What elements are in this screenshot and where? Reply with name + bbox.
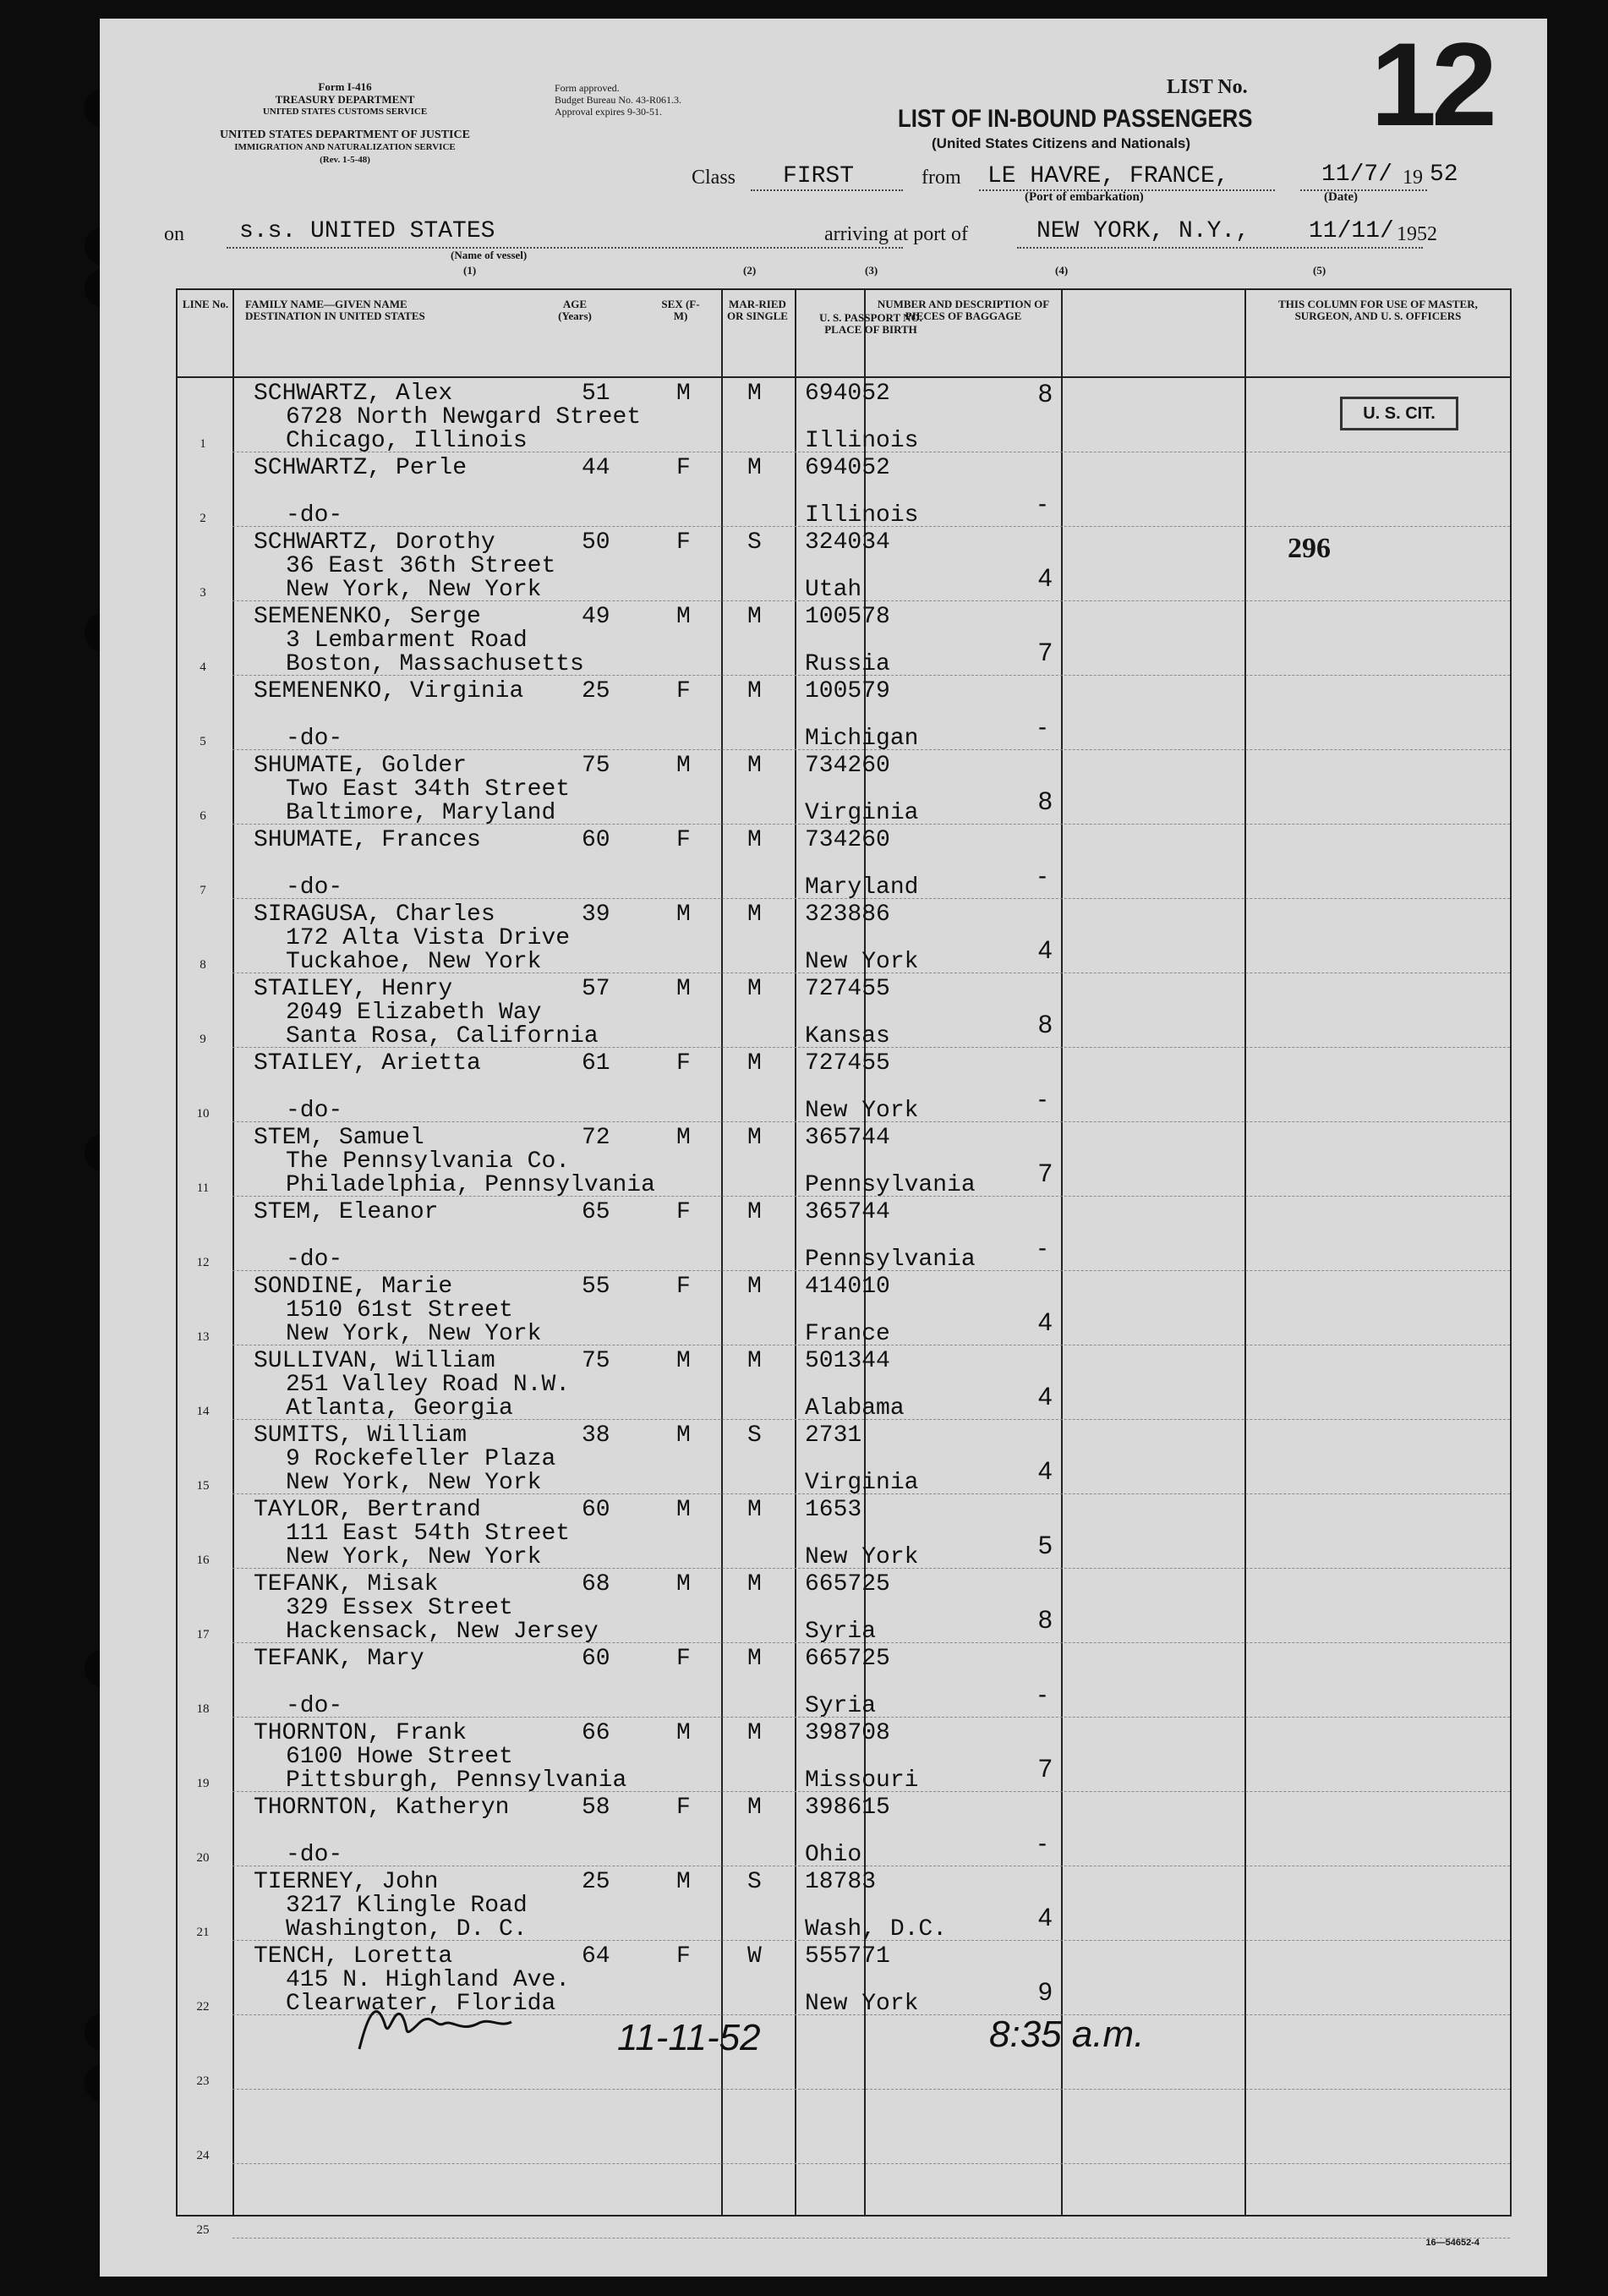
passenger-sex: F bbox=[676, 1943, 691, 1970]
colnum-1: (1) bbox=[463, 264, 477, 277]
manifest-page bbox=[100, 19, 1547, 2277]
table-row bbox=[178, 601, 1510, 676]
baggage-count: 4 bbox=[1038, 1308, 1053, 1336]
passport-number: 365744 bbox=[805, 1199, 890, 1225]
passport-number: 323886 bbox=[805, 901, 890, 928]
passport-number: 694052 bbox=[805, 381, 890, 407]
passenger-address-line2: Clearwater, Florida bbox=[286, 1991, 556, 2017]
table-row bbox=[178, 1197, 1510, 1271]
passenger-count-note: 296 bbox=[1288, 533, 1331, 564]
passenger-sex: M bbox=[676, 1720, 691, 1746]
place-of-birth: New York bbox=[805, 1544, 919, 1570]
passenger-name: TEFANK, Misak bbox=[254, 1571, 439, 1597]
passenger-sex: F bbox=[676, 1795, 691, 1821]
baggage-count: 7 bbox=[1038, 1755, 1053, 1783]
passenger-sex: F bbox=[676, 529, 691, 556]
passenger-age: 75 bbox=[582, 1348, 610, 1374]
arrival-date: 11/11/ bbox=[1309, 218, 1394, 244]
colnum-3: (3) bbox=[865, 264, 878, 277]
embark-date: 11/7/ bbox=[1321, 162, 1393, 188]
line-number: 17 bbox=[196, 1628, 210, 1641]
colnum-5: (5) bbox=[1313, 264, 1326, 277]
passenger-name: SHUMATE, Golder bbox=[254, 753, 468, 779]
table-row bbox=[178, 1048, 1510, 1122]
baggage-count: 4 bbox=[1038, 1904, 1053, 1932]
passenger-age: 25 bbox=[582, 678, 610, 704]
table-row bbox=[178, 1345, 1510, 1420]
passenger-marital: M bbox=[747, 1050, 762, 1077]
passport-number: 18783 bbox=[805, 1869, 877, 1895]
passenger-address-line1: 3 Lembarment Road bbox=[286, 627, 528, 654]
passenger-address-line1: 9 Rockefeller Plaza bbox=[286, 1446, 556, 1472]
document-subtitle: (United States Citizens and Nationals) bbox=[932, 135, 1191, 151]
passenger-address-line2: Baltimore, Maryland bbox=[286, 800, 556, 826]
passenger-age: 60 bbox=[582, 1497, 610, 1523]
line-number: 22 bbox=[196, 2000, 210, 2014]
passenger-name: SCHWARTZ, Perle bbox=[254, 455, 468, 481]
passenger-sex: M bbox=[676, 381, 691, 407]
passenger-marital: M bbox=[747, 827, 762, 853]
passenger-age: 75 bbox=[582, 753, 610, 779]
passenger-address-line2: New York, New York bbox=[286, 1321, 542, 1347]
passenger-marital: M bbox=[747, 1646, 762, 1672]
passport-number: 398708 bbox=[805, 1720, 890, 1746]
passenger-name: TIERNEY, John bbox=[254, 1869, 439, 1895]
passenger-sex: F bbox=[676, 1274, 691, 1300]
passport-number: 727455 bbox=[805, 1050, 890, 1077]
passenger-marital: M bbox=[747, 1497, 762, 1523]
passenger-name: TENCH, Loretta bbox=[254, 1943, 453, 1970]
table-row bbox=[178, 825, 1510, 899]
baggage-count: - bbox=[1038, 713, 1047, 741]
passenger-sex: M bbox=[676, 901, 691, 928]
passenger-age: 60 bbox=[582, 827, 610, 853]
passport-number: 100579 bbox=[805, 678, 890, 704]
place-of-birth: Syria bbox=[805, 1693, 877, 1719]
line-number: 25 bbox=[196, 2223, 210, 2237]
passenger-address-line2: Pittsburgh, Pennsylvania bbox=[286, 1767, 627, 1794]
arrival-year: 1952 bbox=[1397, 223, 1437, 245]
passenger-marital: M bbox=[747, 976, 762, 1002]
passenger-marital: S bbox=[747, 529, 762, 556]
passenger-age: 61 bbox=[582, 1050, 610, 1077]
baggage-count: 8 bbox=[1038, 1606, 1053, 1634]
passenger-marital: M bbox=[747, 1348, 762, 1374]
passenger-name: STEM, Eleanor bbox=[254, 1199, 439, 1225]
line-number: 9 bbox=[200, 1033, 206, 1046]
table-row bbox=[178, 378, 1510, 452]
passenger-address-line1: 6100 Howe Street bbox=[286, 1744, 513, 1770]
table-row bbox=[178, 750, 1510, 825]
place-of-birth: Missouri bbox=[805, 1767, 919, 1794]
passenger-marital: M bbox=[747, 678, 762, 704]
class-label: Class bbox=[692, 167, 736, 189]
passenger-address-line2: Atlanta, Georgia bbox=[286, 1395, 513, 1422]
colnum-2: (2) bbox=[743, 264, 757, 277]
passenger-marital: M bbox=[747, 1571, 762, 1597]
passenger-age: 64 bbox=[582, 1943, 610, 1970]
place-of-birth: Ohio bbox=[805, 1842, 862, 1868]
form-approved: Form approved. bbox=[555, 82, 620, 94]
passenger-marital: S bbox=[747, 1422, 762, 1449]
passenger-sex: M bbox=[676, 753, 691, 779]
baggage-count: - bbox=[1038, 1829, 1047, 1857]
passenger-name: SONDINE, Marie bbox=[254, 1274, 453, 1300]
table-row bbox=[178, 452, 1510, 527]
place-of-birth: Utah bbox=[805, 577, 862, 603]
passenger-sex: F bbox=[676, 1646, 691, 1672]
baggage-count: 7 bbox=[1038, 1159, 1053, 1187]
table-row bbox=[178, 1792, 1510, 1866]
passenger-marital: M bbox=[747, 1720, 762, 1746]
passenger-address-line2: Santa Rosa, California bbox=[286, 1023, 599, 1049]
passenger-address-line1: 1510 61st Street bbox=[286, 1297, 513, 1323]
passport-number: 694052 bbox=[805, 455, 890, 481]
baggage-count: 9 bbox=[1038, 1978, 1053, 2006]
baggage-count: 5 bbox=[1038, 1532, 1053, 1559]
passenger-age: 51 bbox=[582, 381, 610, 407]
passport-number: 398615 bbox=[805, 1795, 890, 1821]
approval-expires: Approval expires 9-30-51. bbox=[555, 106, 662, 118]
passenger-name: SCHWARTZ, Alex bbox=[254, 381, 453, 407]
passport-number: 734260 bbox=[805, 827, 890, 853]
passenger-marital: M bbox=[747, 604, 762, 630]
passenger-address-line2: New York, New York bbox=[286, 1544, 542, 1570]
port-of-embarkation: LE HAVRE, FRANCE, bbox=[987, 163, 1229, 189]
form-number: Form I-416 bbox=[318, 80, 372, 93]
passenger-name: STEM, Samuel bbox=[254, 1125, 424, 1151]
passenger-age: 68 bbox=[582, 1571, 610, 1597]
line-number: 2 bbox=[200, 512, 206, 525]
baggage-count: - bbox=[1038, 1680, 1047, 1708]
passport-number: 734260 bbox=[805, 753, 890, 779]
passport-number: 665725 bbox=[805, 1646, 890, 1672]
line-number: 16 bbox=[196, 1553, 210, 1567]
passenger-name: STAILEY, Henry bbox=[254, 976, 453, 1002]
passenger-name: TEFANK, Mary bbox=[254, 1646, 424, 1672]
passenger-marital: M bbox=[747, 753, 762, 779]
place-of-birth: Maryland bbox=[805, 874, 919, 901]
line-number: 18 bbox=[196, 1702, 210, 1716]
table-row bbox=[178, 1122, 1510, 1197]
passport-number: 365744 bbox=[805, 1125, 890, 1151]
passenger-name: SIRAGUSA, Charles bbox=[254, 901, 495, 928]
place-of-birth: New York bbox=[805, 949, 919, 975]
passport-number: 100578 bbox=[805, 604, 890, 630]
passenger-marital: M bbox=[747, 1199, 762, 1225]
passport-number: 2731 bbox=[805, 1422, 862, 1449]
table-row bbox=[178, 1866, 1510, 1941]
place-of-birth: Michigan bbox=[805, 726, 919, 752]
passenger-sex: F bbox=[676, 678, 691, 704]
us-citizen-stamp: U. S. CIT. bbox=[1340, 397, 1458, 430]
line-number: 1 bbox=[200, 437, 206, 451]
passport-number: 665725 bbox=[805, 1571, 890, 1597]
passenger-address-line1: 2049 Elizabeth Way bbox=[286, 1000, 542, 1026]
passenger-address-line1: 3217 Klingle Road bbox=[286, 1893, 528, 1919]
passenger-name: THORNTON, Katheryn bbox=[254, 1795, 510, 1821]
passenger-marital: M bbox=[747, 1795, 762, 1821]
vessel-line bbox=[227, 247, 903, 249]
revision: (Rev. 1-5-48) bbox=[320, 155, 370, 165]
line-number: 15 bbox=[196, 1479, 210, 1493]
colnum-4: (4) bbox=[1055, 264, 1069, 277]
baggage-count: 4 bbox=[1038, 1457, 1053, 1485]
passenger-address-line2: -do- bbox=[286, 874, 343, 901]
line-number: 8 bbox=[200, 958, 206, 972]
on-label: on bbox=[164, 223, 184, 245]
passenger-address-line1: 251 Valley Road N.W. bbox=[286, 1372, 571, 1398]
baggage-count: - bbox=[1038, 862, 1047, 890]
baggage-count: 7 bbox=[1038, 638, 1053, 666]
place-of-birth: Illinois bbox=[805, 428, 919, 454]
table-row bbox=[178, 973, 1510, 1048]
passenger-age: 39 bbox=[582, 901, 610, 928]
passport-number: 727455 bbox=[805, 976, 890, 1002]
line-number: 4 bbox=[200, 660, 206, 674]
header-officers: THIS COLUMN FOR USE OF MASTER, SURGEON, AND U. S. OFFICERS bbox=[1278, 298, 1478, 322]
passenger-name: SEMENENKO, Virginia bbox=[254, 678, 524, 704]
passenger-name: THORNTON, Frank bbox=[254, 1720, 468, 1746]
arriving-label: arriving at port of bbox=[824, 223, 968, 245]
passenger-address-line1: 36 East 36th Street bbox=[286, 553, 556, 579]
passenger-address-line1: Two East 34th Street bbox=[286, 776, 571, 803]
passport-number: 414010 bbox=[805, 1274, 890, 1300]
passenger-age: 55 bbox=[582, 1274, 610, 1300]
line-number: 14 bbox=[196, 1405, 210, 1418]
passenger-sex: F bbox=[676, 1050, 691, 1077]
customs-service: UNITED STATES CUSTOMS SERVICE bbox=[262, 107, 428, 117]
passenger-name: SHUMATE, Frances bbox=[254, 827, 481, 853]
passenger-sex: M bbox=[676, 1571, 691, 1597]
place-of-birth: New York bbox=[805, 1098, 919, 1124]
passport-number: 501344 bbox=[805, 1348, 890, 1374]
passport-number: 1653 bbox=[805, 1497, 862, 1523]
ins-service: IMMIGRATION AND NATURALIZATION SERVICE bbox=[234, 142, 456, 152]
passenger-address-line1: The Pennsylvania Co. bbox=[286, 1148, 571, 1175]
passenger-age: 66 bbox=[582, 1720, 610, 1746]
date-line bbox=[1300, 189, 1427, 191]
line-number: 5 bbox=[200, 735, 206, 748]
passenger-address-line2: Philadelphia, Pennsylvania bbox=[286, 1172, 655, 1198]
line-number: 21 bbox=[196, 1926, 210, 1939]
passenger-age: 38 bbox=[582, 1422, 610, 1449]
passport-number: 555771 bbox=[805, 1943, 890, 1970]
table-row bbox=[178, 899, 1510, 973]
table-row bbox=[178, 1271, 1510, 1345]
line-number: 13 bbox=[196, 1330, 210, 1344]
passenger-sex: F bbox=[676, 455, 691, 481]
passenger-address-line2: New York, New York bbox=[286, 1470, 542, 1496]
list-number: 12 bbox=[1370, 18, 1492, 151]
header-sex: SEX (F-M) bbox=[661, 298, 700, 322]
place-of-birth: Virginia bbox=[805, 800, 919, 826]
passenger-table bbox=[176, 288, 1512, 2237]
place-of-birth: Pennsylvania bbox=[805, 1172, 976, 1198]
baggage-count: - bbox=[1038, 1234, 1047, 1262]
footer-code: 16—54652-4 bbox=[1425, 2238, 1479, 2248]
passenger-age: 50 bbox=[582, 529, 610, 556]
place-of-birth: Russia bbox=[805, 651, 890, 677]
table-row bbox=[178, 1569, 1510, 1643]
passenger-address-line2: Tuckahoe, New York bbox=[286, 949, 542, 975]
header-married: MAR-RIED OR SINGLE bbox=[727, 298, 788, 322]
table-row bbox=[178, 1420, 1510, 1494]
place-of-birth: Virginia bbox=[805, 1470, 919, 1496]
header-passport: U. S. PASSPORT NO. PLACE OF BIRTH bbox=[819, 311, 922, 336]
baggage-count: 8 bbox=[1038, 787, 1053, 815]
passenger-address-line2: -do- bbox=[286, 726, 343, 752]
line-number: 19 bbox=[196, 1777, 210, 1790]
passenger-marital: M bbox=[747, 1125, 762, 1151]
passenger-age: 25 bbox=[582, 1869, 610, 1895]
baggage-count: 8 bbox=[1038, 380, 1053, 408]
row-divider bbox=[232, 2089, 1510, 2090]
row-divider bbox=[232, 2163, 1510, 2164]
justice-dept: UNITED STATES DEPARTMENT OF JUSTICE bbox=[220, 129, 470, 141]
passenger-sex: M bbox=[676, 1422, 691, 1449]
baggage-count: - bbox=[1038, 1085, 1047, 1113]
passenger-age: 65 bbox=[582, 1199, 610, 1225]
vessel-name: s.s. UNITED STATES bbox=[239, 218, 495, 244]
passenger-age: 58 bbox=[582, 1795, 610, 1821]
passenger-sex: M bbox=[676, 976, 691, 1002]
passenger-sex: M bbox=[676, 604, 691, 630]
from-label: from bbox=[922, 167, 961, 189]
embark-year: 52 bbox=[1430, 162, 1458, 188]
passenger-name: SEMENENKO, Serge bbox=[254, 604, 481, 630]
class-value: FIRST bbox=[783, 163, 855, 189]
passenger-sex: M bbox=[676, 1497, 691, 1523]
line-number: 10 bbox=[196, 1107, 210, 1121]
line-number: 12 bbox=[196, 1256, 210, 1269]
line-number: 11 bbox=[196, 1181, 210, 1195]
passenger-age: 44 bbox=[582, 455, 610, 481]
passenger-name: SULLIVAN, William bbox=[254, 1348, 495, 1374]
passenger-age: 49 bbox=[582, 604, 610, 630]
header-line-no: LINE No. bbox=[182, 298, 229, 310]
place-of-birth: France bbox=[805, 1321, 890, 1347]
passenger-name: STAILEY, Arietta bbox=[254, 1050, 481, 1077]
list-no-label: LIST No. bbox=[1167, 76, 1248, 98]
passenger-age: 60 bbox=[582, 1646, 610, 1672]
budget-bureau: Budget Bureau No. 43-R061.3. bbox=[555, 94, 681, 106]
passenger-sex: F bbox=[676, 1199, 691, 1225]
passenger-sex: M bbox=[676, 1869, 691, 1895]
line-number: 20 bbox=[196, 1851, 210, 1865]
table-row bbox=[178, 1643, 1510, 1718]
treasury-dept: TREASURY DEPARTMENT bbox=[275, 93, 415, 106]
signature-scribble bbox=[351, 1990, 545, 2058]
place-of-birth: Wash, D.C. bbox=[805, 1916, 948, 1943]
passenger-marital: M bbox=[747, 1274, 762, 1300]
place-of-birth: New York bbox=[805, 1991, 919, 2017]
passenger-age: 57 bbox=[582, 976, 610, 1002]
date-caption: (Date) bbox=[1324, 190, 1358, 204]
passenger-address-line1: 329 Essex Street bbox=[286, 1595, 513, 1621]
passenger-address-line1: 172 Alta Vista Drive bbox=[286, 925, 571, 951]
passport-number: 324034 bbox=[805, 529, 890, 556]
arrival-line bbox=[1017, 247, 1423, 249]
line-number: 3 bbox=[200, 586, 206, 600]
passenger-address-line2: Chicago, Illinois bbox=[286, 428, 528, 454]
passenger-address-line2: -do- bbox=[286, 1693, 343, 1719]
passenger-sex: M bbox=[676, 1125, 691, 1151]
baggage-count: 8 bbox=[1038, 1011, 1053, 1038]
table-row bbox=[178, 1718, 1510, 1792]
passenger-marital: M bbox=[747, 901, 762, 928]
header-baggage: NUMBER AND DESCRIPTION OF PIECES OF BAGGAGE bbox=[877, 298, 1050, 322]
table-row bbox=[178, 1494, 1510, 1569]
arrival-port: NEW YORK, N.Y., bbox=[1036, 218, 1250, 244]
passenger-address-line1: 415 N. Highland Ave. bbox=[286, 1967, 571, 1993]
passenger-marital: M bbox=[747, 381, 762, 407]
place-of-birth: Alabama bbox=[805, 1395, 905, 1422]
line-number: 23 bbox=[196, 2074, 210, 2088]
line-number: 24 bbox=[196, 2149, 210, 2162]
passenger-name: TAYLOR, Bertrand bbox=[254, 1497, 481, 1523]
passenger-address-line2: Boston, Massachusetts bbox=[286, 651, 584, 677]
passenger-age: 72 bbox=[582, 1125, 610, 1151]
place-of-birth: Pennsylvania bbox=[805, 1247, 976, 1273]
embark-year-prefix: 19 bbox=[1403, 167, 1423, 189]
header-name: FAMILY NAME—GIVEN NAME DESTINATION IN UNITED STATES bbox=[245, 298, 425, 322]
passenger-name: SUMITS, William bbox=[254, 1422, 468, 1449]
passenger-address-line2: -do- bbox=[286, 502, 343, 529]
table-row bbox=[178, 676, 1510, 750]
baggage-count: 4 bbox=[1038, 936, 1053, 964]
class-line bbox=[751, 189, 903, 191]
passenger-address-line2: Hackensack, New Jersey bbox=[286, 1619, 599, 1645]
line-number: 7 bbox=[200, 884, 206, 897]
line-number: 6 bbox=[200, 809, 206, 823]
port-caption: (Port of embarkation) bbox=[1025, 190, 1144, 204]
baggage-count: - bbox=[1038, 490, 1047, 518]
baggage-count: 4 bbox=[1038, 564, 1053, 592]
signature-date: 11-11-52 bbox=[617, 2017, 761, 2058]
passenger-sex: M bbox=[676, 1348, 691, 1374]
document-title: LIST OF IN-BOUND PASSENGERS bbox=[898, 105, 1253, 133]
passenger-marital: W bbox=[747, 1943, 762, 1970]
passenger-address-line2: Washington, D. C. bbox=[286, 1916, 528, 1943]
passenger-sex: F bbox=[676, 827, 691, 853]
passenger-address-line2: New York, New York bbox=[286, 577, 542, 603]
place-of-birth: Kansas bbox=[805, 1023, 890, 1049]
place-of-birth: Syria bbox=[805, 1619, 877, 1645]
passenger-address-line2: -do- bbox=[286, 1098, 343, 1124]
header-age: AGE (Years) bbox=[558, 298, 592, 322]
passenger-marital: S bbox=[747, 1869, 762, 1895]
passenger-marital: M bbox=[747, 455, 762, 481]
baggage-count: 4 bbox=[1038, 1383, 1053, 1411]
passenger-address-line1: 6728 North Newgard Street bbox=[286, 404, 642, 430]
vessel-caption: (Name of vessel) bbox=[451, 249, 528, 261]
passenger-address-line2: -do- bbox=[286, 1842, 343, 1868]
passenger-address-line1: 111 East 54th Street bbox=[286, 1521, 571, 1547]
place-of-birth: Illinois bbox=[805, 502, 919, 529]
signature-time: 8:35 a.m. bbox=[989, 2014, 1145, 2055]
passenger-address-line2: -do- bbox=[286, 1247, 343, 1273]
passenger-name: SCHWARTZ, Dorothy bbox=[254, 529, 495, 556]
